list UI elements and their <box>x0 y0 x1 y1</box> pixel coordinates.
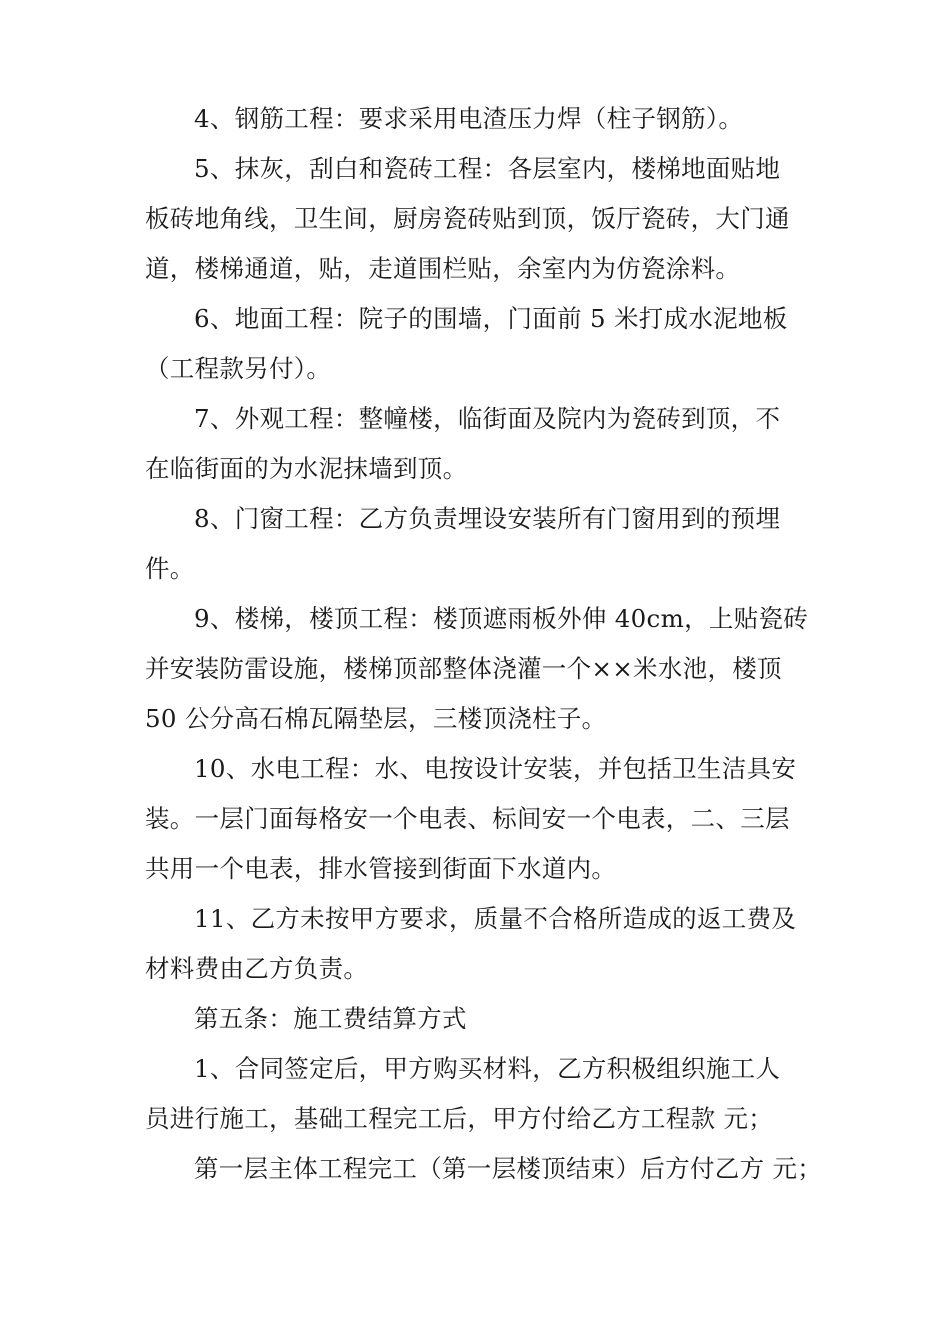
paragraph-line-doors: 8、门窗工程：乙方负责埋设安装所有门窗用到的预埋 <box>194 504 781 533</box>
paragraph-line-plumbing: 10、水电工程：水、电按设计安装，并包括卫生洁具安 <box>194 754 797 783</box>
paragraph-line-quality-end: 材料费由乙方负责。 <box>145 954 369 983</box>
paragraph-line-plumbing-cont: 装。一层门面每格安一个电表、标间安一个电表，二、三层 <box>145 804 790 833</box>
paragraph-line-stairs-roof-end: 50 公分高石棉瓦隔垫层，三楼顶浇柱子。 <box>145 704 607 733</box>
paragraph-line-payment-2: 第一层主体工程完工（第一层楼顶结束）后方付乙方 元； <box>194 1154 823 1183</box>
paragraph-line-plumbing-end: 共用一个电表，排水管接到街面下水道内。 <box>145 854 617 883</box>
paragraph-line-stairs-roof: 9、楼梯，楼顶工程：楼顶遮雨板外伸 40cm，上贴瓷砖 <box>194 604 809 633</box>
paragraph-line-payment-1: 1、合同签定后，甲方购买材料，乙方积极组织施工人 <box>194 1054 781 1083</box>
paragraph-line-ground: 6、地面工程：院子的围墙，门面前 5 米打成水泥地板 <box>194 304 788 333</box>
paragraph-line-plaster: 5、抹灰，刮白和瓷砖工程：各层室内，楼梯地面贴地 <box>194 154 781 183</box>
paragraph-line-quality: 11、乙方未按甲方要求，质量不合格所造成的返工费及 <box>194 904 797 933</box>
paragraph-line-stairs-roof-cont: 并安装防雷设施，楼梯顶部整体浇灌一个××米水池，楼顶 <box>145 654 782 683</box>
paragraph-line-doors-end: 件。 <box>145 554 195 583</box>
paragraph-line-rebar: 4、钢筋工程：要求采用电渣压力焊（柱子钢筋）。 <box>194 104 744 133</box>
section-heading-article-5: 第五条：施工费结算方式 <box>194 1004 467 1033</box>
paragraph-line-exterior: 7、外观工程：整幢楼，临街面及院内为瓷砖到顶，不 <box>194 404 781 433</box>
paragraph-line-ground-end: （工程款另付）。 <box>145 354 332 383</box>
paragraph-line-payment-1-cont: 员进行施工，基础工程完工后，甲方付给乙方工程款 元； <box>145 1104 774 1133</box>
paragraph-line-plaster-end: 道，楼梯通道，贴，走道围栏贴，余室内为仿瓷涂料。 <box>145 254 741 283</box>
paragraph-line-exterior-end: 在临街面的为水泥抹墙到顶。 <box>145 454 468 483</box>
paragraph-line-plaster-cont: 板砖地角线，卫生间，厨房瓷砖贴到顶，饭厅瓷砖，大门通 <box>145 204 790 233</box>
